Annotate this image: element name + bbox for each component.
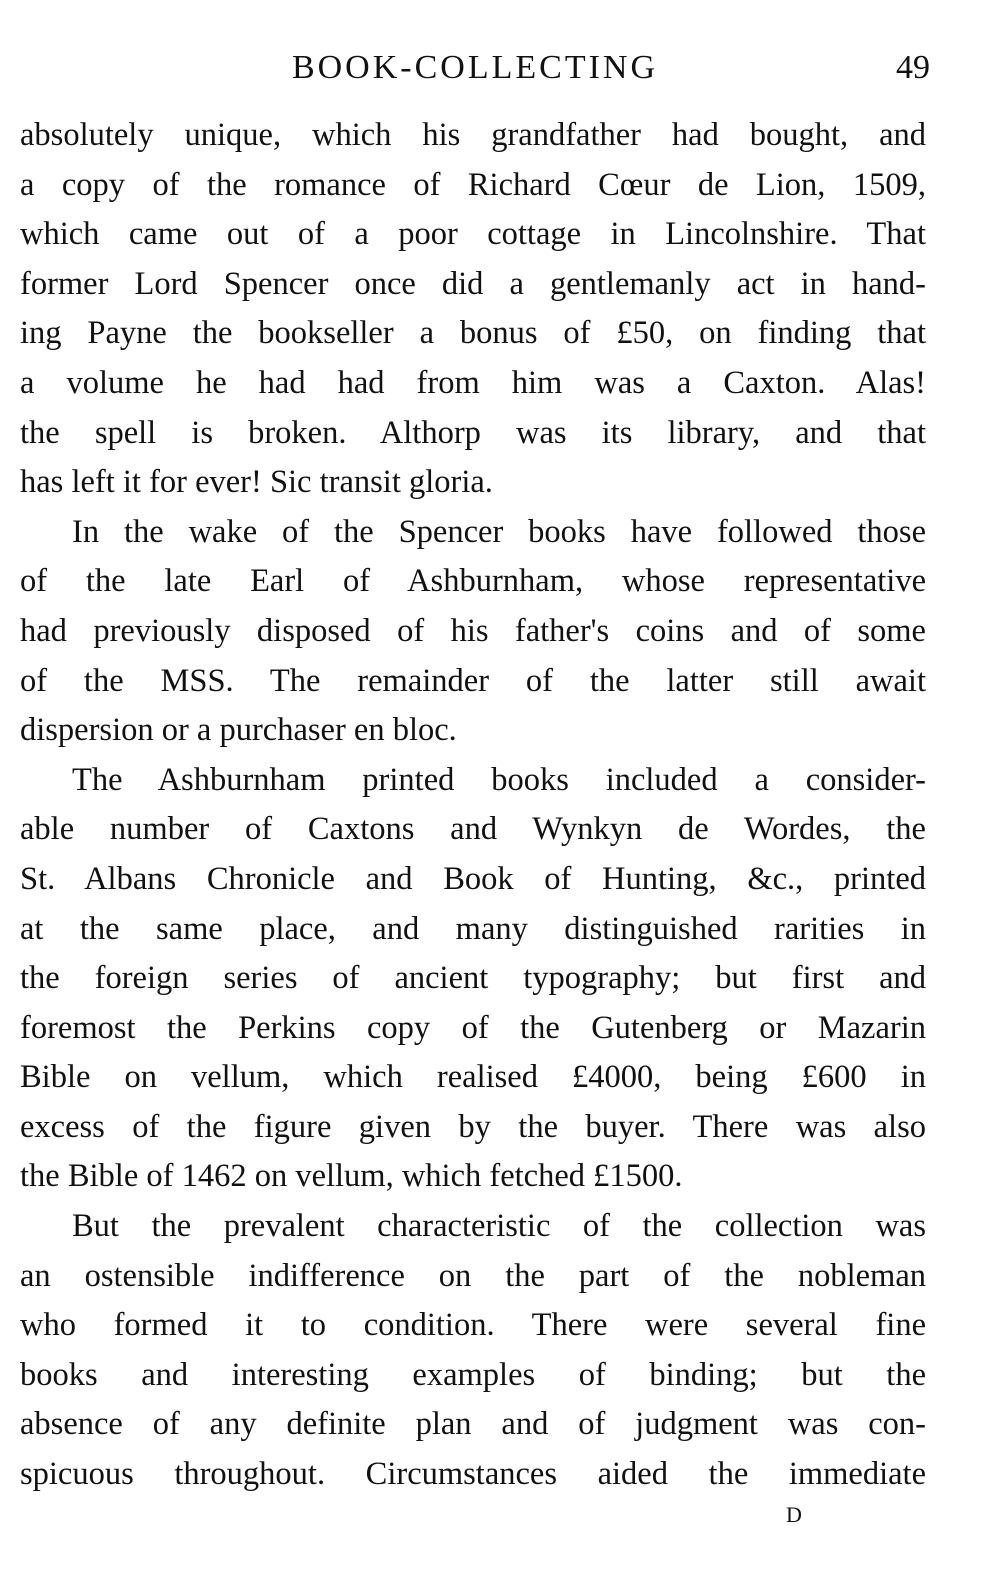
running-head [20, 38, 930, 98]
text-line: ing Payne the bookseller a bonus of £50, on finding that [20, 315, 926, 352]
body-text [20, 111, 926, 1500]
text-line: foremost the Perkins copy of the Gutenberg or Mazarin [20, 1009, 926, 1046]
text-line: The Ashburnham printed books included a consider- [72, 761, 926, 798]
text-line: absolutely unique, which his grandfather had bought, and [20, 117, 926, 153]
signature-mark: D [786, 1502, 802, 1527]
text-line: the spell is broken. Althorp was its library, and that [20, 414, 926, 451]
text-line: a volume he had had from him was a Caxton. Alas! [20, 364, 926, 401]
paragraph-4 [20, 1202, 926, 1500]
text-line: has left it for ever! Sic transit gloria. [20, 464, 493, 501]
page-number: 49 [896, 49, 930, 86]
text-line: who formed it to condition. There were several fine [20, 1307, 926, 1344]
text-line: Bible on vellum, which realised £4000, being £600 in [20, 1059, 926, 1096]
text-line: of the late Earl of Ashburnham, whose representative [20, 563, 926, 600]
text-line: of the MSS. The remainder of the latter still await [20, 662, 926, 699]
text-line: which came out of a poor cottage in Lincolnshire. That [20, 216, 926, 253]
text-line: books and interesting examples of binding; but the [20, 1356, 926, 1393]
text-line: St. Albans Chronicle and Book of Hunting, &c., printed [20, 860, 926, 897]
text-line: an ostensible indifference on the part of the nobleman [20, 1257, 926, 1294]
running-title: BOOK-COLLECTING [291, 49, 659, 86]
text-line: former Lord Spencer once did a gentlemanly act in hand- [20, 265, 926, 302]
text-line: In the wake of the Spencer books have followed those [72, 513, 926, 550]
paragraph-1 [20, 111, 926, 508]
text-line: spicuous throughout. Circumstances aided the immediate [20, 1456, 926, 1493]
text-line: the Bible of 1462 on vellum, which fetched £1500. [20, 1158, 683, 1195]
text-line: at the same place, and many distinguished rarities in [20, 910, 926, 947]
text-line: had previously disposed of his father's coins and of some [20, 612, 926, 649]
paragraph-2 [20, 508, 926, 756]
paragraph-3 [20, 756, 926, 1202]
text-line: absence of any definite plan and of judgment was con- [20, 1406, 926, 1443]
text-line: excess of the figure given by the buyer. There was also [20, 1108, 926, 1145]
text-line: dispersion or a purchaser en bloc. [20, 712, 457, 749]
text-line: the foreign series of ancient typography; but first and [20, 960, 926, 997]
text-line: able number of Caxtons and Wynkyn de Wordes, the [20, 811, 926, 848]
text-line: But the prevalent characteristic of the collection was [72, 1208, 926, 1245]
text-line: a copy of the romance of Richard Cœur de Lion, 1509, [20, 166, 926, 203]
